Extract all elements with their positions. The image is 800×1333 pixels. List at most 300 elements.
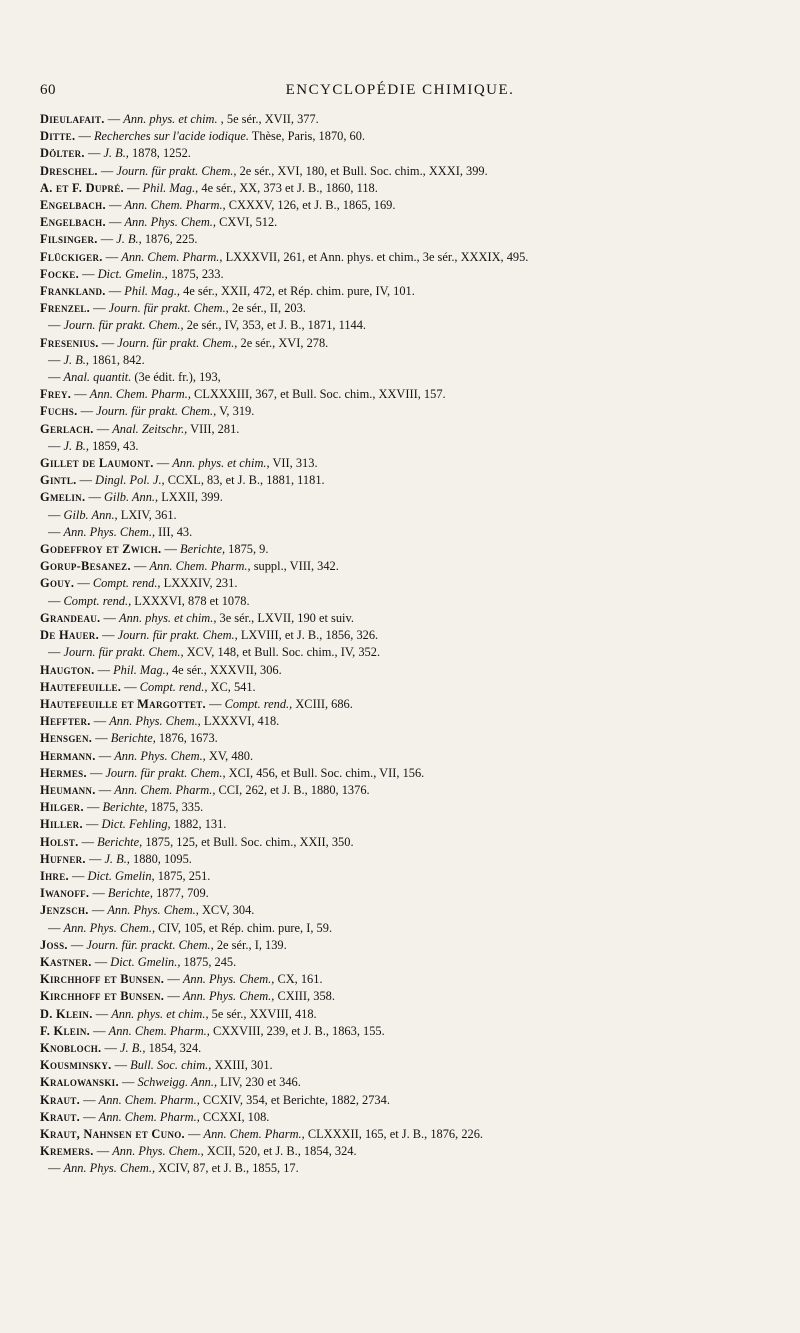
entry-reference: XXIII, 301.: [211, 1058, 273, 1073]
bibliography-entry: [40, 524, 800, 541]
entry-journal: Ann. Chem. Pharm.,: [98, 1109, 200, 1124]
entry-journal: Ann. Phys. Chem.,: [114, 748, 206, 763]
entry-separator: —: [121, 679, 140, 694]
entry-separator: —: [95, 782, 115, 797]
entry-separator: —: [80, 1092, 99, 1107]
bibliography-entry: [40, 1040, 800, 1057]
entry-reference: LXVIII, et J. B., 1856, 326.: [237, 628, 379, 643]
entry-reference: LXIV, 361.: [117, 507, 177, 522]
entry-separator: —: [94, 662, 114, 677]
entry-journal: Ann. Chem. Pharm.,: [203, 1126, 305, 1141]
entry-journal: J. B.,: [103, 146, 129, 161]
entry-separator: —: [78, 266, 98, 281]
entry-reference: CCXIV, 354, et Berichte, 1882, 2734.: [199, 1092, 390, 1107]
bibliography-entry: [40, 1143, 800, 1160]
entry-author: Kousminsky.: [40, 1058, 112, 1073]
entry-reference: 1859, 43.: [88, 438, 139, 453]
entry-separator: —: [97, 232, 117, 247]
entry-separator: —: [68, 868, 88, 883]
bibliography-entry: [40, 163, 800, 180]
entry-reference: 1875, 125, et Bull. Soc. chim., XXII, 350.: [142, 834, 354, 849]
entry-separator: —: [85, 851, 105, 866]
bibliography-entry: [40, 765, 800, 782]
entry-journal: Bull. Soc. chim.,: [130, 1058, 212, 1073]
bibliography-entry: [40, 834, 800, 851]
entry-reference: CCI, 262, et J. B., 1880, 1376.: [215, 782, 370, 797]
bibliography-entry: [40, 748, 800, 765]
entry-reference: CLXXXII, 165, et J. B., 1876, 226.: [304, 1126, 483, 1141]
entry-journal: Ann. phys. et chim.,: [172, 456, 270, 471]
entry-journal: Anal. Zeitschr.,: [112, 421, 188, 436]
bibliography-entry: [40, 352, 800, 369]
entry-author: Kraut.: [40, 1109, 81, 1124]
entry-reference: CXXVIII, 239, et J. B., 1863, 155.: [209, 1023, 385, 1038]
entry-separator: —: [118, 1075, 138, 1090]
entry-reference: CIV, 105, et Rép. chim. pure, I, 59.: [155, 920, 333, 935]
entry-author: Knobloch.: [40, 1040, 102, 1055]
entry-journal: Journ. für prakt. Chem.,: [63, 645, 184, 660]
entry-reference: 1876, 225.: [141, 232, 198, 247]
entry-author: Gmelin.: [40, 490, 86, 505]
entry-separator: —: [184, 1126, 204, 1141]
entry-reference: 4e sér., XXII, 472, et Rép. chim. pure, IV, 101.: [180, 284, 415, 299]
bibliography-entry: [40, 231, 800, 248]
bibliography-list: [40, 111, 800, 1178]
bibliography-entry: [40, 421, 800, 438]
entry-author: Kirchhoff et Bunsen.: [40, 972, 165, 987]
entry-reference: 1878, 1252.: [128, 146, 191, 161]
entry-journal: Berichte,: [102, 800, 148, 815]
bibliography-entry: [40, 971, 800, 988]
entry-journal: Ann. Phys. Chem.,: [107, 903, 199, 918]
entry-journal: Compt. rend.,: [92, 576, 161, 591]
entry-reference: XCIV, 87, et J. B., 1855, 17.: [155, 1161, 299, 1176]
entry-author: Hensgen.: [40, 731, 93, 746]
entry-journal: Berichte,: [180, 542, 226, 557]
entry-journal: Journ. für prakt. Chem.,: [117, 335, 238, 350]
bibliography-entry: [40, 868, 800, 885]
entry-author: Gerlach.: [40, 421, 94, 436]
bibliography-entry: [40, 1092, 800, 1109]
entry-author: Joss.: [40, 937, 68, 952]
bibliography-entry: [40, 851, 800, 868]
entry-separator: —: [105, 284, 125, 299]
entry-journal: Journ. für prakt. Chem.,: [96, 404, 217, 419]
entry-reference: XCV, 148, et Bull. Soc. chim., IV, 352.: [183, 645, 381, 660]
bibliography-entry: [40, 317, 800, 334]
entry-journal: Ann. phys. et chim.: [123, 112, 218, 126]
entry-reference: XCIII, 686.: [292, 696, 353, 711]
bibliography-entry: [40, 1023, 800, 1040]
bibliography-entry: [40, 403, 800, 420]
entry-reference: (3e édit. fr.), 193,: [131, 370, 221, 385]
entry-author: Dieulafait.: [40, 112, 105, 126]
entry-separator: —: [89, 886, 108, 901]
entry-author: De Hauer.: [40, 628, 99, 643]
entry-journal: Journ. für prakt. Chem.,: [116, 163, 237, 178]
entry-author: Fuchs.: [40, 404, 78, 419]
entry-journal: Ann. Chem. Pharm.,: [98, 1092, 200, 1107]
entry-reference: 2e sér., II, 203.: [228, 301, 306, 316]
entry-journal: Ann. Phys. Chem.,: [112, 1144, 204, 1159]
entry-journal: J. B.,: [104, 851, 130, 866]
entry-separator: —: [82, 817, 102, 832]
entry-journal: Ann. Chem. Pharm.,: [89, 387, 191, 402]
bibliography-entry: [40, 1006, 800, 1023]
entry-reference: LIV, 230 et 346.: [217, 1075, 301, 1090]
entry-separator: —: [105, 215, 125, 230]
entry-journal: Journ. für prakt. Chem.,: [63, 318, 184, 333]
entry-reference: Thèse, Paris, 1870, 60.: [248, 129, 366, 144]
bibliography-entry: [40, 1057, 800, 1074]
entry-author: Filsinger.: [40, 232, 98, 247]
entry-separator: —: [205, 696, 225, 711]
entry-separator: —: [92, 1006, 112, 1021]
entry-author: Dölter.: [40, 146, 85, 161]
entry-author: Grandeau.: [40, 610, 101, 625]
entry-separator: —: [90, 714, 110, 729]
entry-reference: VII, 313.: [269, 456, 318, 471]
entry-separator: —: [164, 989, 183, 1004]
entry-reference: XCV, 304.: [198, 903, 255, 918]
entry-journal: Journ. für prakt. Chem.,: [117, 628, 238, 643]
bibliography-entry: [40, 988, 800, 1005]
entry-author: Frey.: [40, 387, 72, 402]
bibliography-entry: [40, 1126, 800, 1143]
entry-separator: —: [80, 1109, 99, 1124]
entry-author: Ditte.: [40, 129, 76, 144]
entry-journal: Compt. rend.,: [63, 593, 132, 608]
bibliography-entry: [40, 593, 800, 610]
entry-journal: Dict. Gmelin,: [87, 868, 155, 883]
bibliography-entry: [40, 1160, 800, 1177]
entry-separator: —: [77, 404, 97, 419]
bibliography-entry: [40, 954, 800, 971]
entry-journal: Ann. Chem. Pharm.,: [149, 559, 251, 574]
running-title: ENCYCLOPÉDIE CHIMIQUE.: [285, 82, 515, 98]
entry-journal: J. B.,: [120, 1040, 146, 1055]
entry-author: Focke.: [40, 266, 79, 281]
entry-reference: 1875, 251.: [154, 868, 211, 883]
entry-reference: 1880, 1095.: [129, 851, 192, 866]
entry-journal: Ann. Phys. Chem.,: [109, 714, 201, 729]
entry-reference: CLXXXIII, 367, et Bull. Soc. chim., XXVIII, 157.: [190, 387, 446, 402]
entry-author: Engelbach.: [40, 198, 106, 213]
entry-reference: LXXXVII, 261, et Ann. phys. et chim., 3e sér., XXXIX, 495.: [222, 249, 529, 264]
entry-author: Hermann.: [40, 748, 96, 763]
entry-author: Hilger.: [40, 800, 84, 815]
entry-reference: CXVI, 512.: [216, 215, 278, 230]
entry-reference: LXXXVI, 418.: [200, 714, 280, 729]
bibliography-entry: [40, 455, 800, 472]
bibliography-entry: [40, 249, 800, 266]
entry-separator: —: [105, 198, 125, 213]
entry-separator: —: [74, 576, 93, 591]
entry-separator: —: [123, 180, 143, 195]
bibliography-entry: [40, 696, 800, 713]
bibliography-entry: [40, 438, 800, 455]
entry-reference: 2e sér., XVI, 180, et Bull. Soc. chim., XXXI, 399.: [236, 163, 488, 178]
entry-author: Hufner.: [40, 851, 86, 866]
entry-reference: LXXXIV, 231.: [160, 576, 238, 591]
entry-reference: XCI, 456, et Bull. Soc. chim., VII, 156.: [225, 765, 425, 780]
entry-journal: Ann. Chem. Pharm.,: [121, 249, 223, 264]
entry-separator: —: [93, 421, 113, 436]
entry-separator: —: [130, 559, 150, 574]
bibliography-entry: [40, 507, 800, 524]
entry-journal: Compt. rend.,: [224, 696, 293, 711]
entry-separator: —: [90, 301, 109, 316]
bibliography-entry: [40, 266, 800, 283]
bibliography-entry: [40, 799, 800, 816]
entry-reference: 1875, 9.: [225, 542, 269, 557]
entry-journal: J. B.,: [63, 352, 89, 367]
entry-separator: —: [98, 335, 118, 350]
entry-author: Hermes.: [40, 765, 87, 780]
entry-separator: —: [48, 645, 64, 660]
entry-reference: 1876, 1673.: [155, 731, 218, 746]
entry-reference: 1875, 245.: [180, 954, 237, 969]
entry-author: Heffter.: [40, 714, 91, 729]
entry-journal: Ann. Chem. Pharm.,: [108, 1023, 210, 1038]
entry-author: Jenzsch.: [40, 903, 89, 918]
entry-separator: —: [100, 610, 120, 625]
entry-author: Gillet de Laumont.: [40, 456, 154, 471]
bibliography-entry: [40, 335, 800, 352]
bibliography-entry: [40, 902, 800, 919]
entry-separator: —: [48, 524, 64, 539]
bibliography-entry: [40, 644, 800, 661]
entry-reference: 1875, 233.: [167, 266, 224, 281]
entry-reference: LXXXVI, 878 et 1078.: [131, 593, 250, 608]
entry-reference: 5e sér., XXVIII, 418.: [208, 1006, 317, 1021]
entry-journal: Journ. für. prackt. Chem.,: [86, 937, 214, 952]
entry-journal: Ann. Phys. Chem.,: [63, 1161, 156, 1176]
page-header: [0, 82, 800, 104]
entry-separator: —: [86, 765, 106, 780]
entry-separator: —: [90, 1023, 109, 1038]
entry-author: Kraut, Nahnsen et Cuno.: [40, 1126, 185, 1141]
entry-separator: —: [85, 490, 104, 505]
entry-reference: 1854, 324.: [145, 1040, 202, 1055]
entry-journal: Phil. Mag.,: [124, 284, 181, 299]
entry-journal: Journ. für prakt. Chem.,: [105, 765, 226, 780]
entry-reference: 2e sér., XVI, 278.: [237, 335, 329, 350]
entry-separator: —: [48, 370, 64, 385]
entry-journal: J. B.,: [116, 232, 142, 247]
entry-journal: Schweigg. Ann.,: [137, 1075, 218, 1090]
entry-reference: 2e sér., IV, 353, et J. B., 1871, 1144.: [183, 318, 367, 333]
entry-reference: XCII, 520, et J. B., 1854, 324.: [203, 1144, 357, 1159]
bibliography-entry: [40, 730, 800, 747]
bibliography-entry: [40, 300, 800, 317]
bibliography-entry: [40, 662, 800, 679]
entry-separator: —: [164, 972, 183, 987]
entry-author: F. Klein.: [40, 1023, 91, 1038]
entry-author: Engelbach.: [40, 215, 106, 230]
entry-journal: Phil. Mag.,: [113, 662, 169, 677]
entry-separator: —: [84, 146, 104, 161]
entry-author: Kraut.: [40, 1092, 81, 1107]
entry-author: Gorup-Besanez.: [40, 559, 131, 574]
entry-separator: —: [91, 954, 111, 969]
entry-journal: Dict. Gmelin.,: [97, 266, 168, 281]
bibliography-entry: [40, 369, 800, 386]
entry-journal: Ann. Chem. Pharm.,: [124, 198, 226, 213]
entry-reference: V, 319.: [216, 404, 255, 419]
entry-reference: 4e sér., XX, 373 et J. B., 1860, 118.: [198, 180, 378, 195]
entry-author: Heumann.: [40, 782, 96, 797]
entry-author: Godeffroy et Zwich.: [40, 542, 162, 557]
entry-reference: 1877, 709.: [153, 886, 209, 901]
entry-journal: Ann. phys. et chim.,: [111, 1006, 209, 1021]
entry-reference: CCXXI, 108.: [199, 1109, 270, 1124]
entry-reference: 1861, 842.: [88, 352, 145, 367]
entry-author: Frenzel.: [40, 301, 91, 316]
bibliography-entry: [40, 937, 800, 954]
entry-journal: Recherches sur l'acide iodique.: [93, 129, 249, 144]
bibliography-entry: [40, 885, 800, 902]
bibliography-entry: [40, 111, 800, 128]
entry-separator: —: [92, 731, 111, 746]
page-number: 60: [40, 82, 56, 98]
bibliography-entry: [40, 575, 800, 592]
bibliography-entry: [40, 713, 800, 730]
entry-reference: CCXL, 83, et J. B., 1881, 1181.: [164, 473, 325, 488]
entry-separator: —: [93, 1144, 113, 1159]
entry-journal: Ann. Phys. Chem.,: [63, 524, 156, 539]
entry-separator: —: [76, 473, 96, 488]
entry-journal: Dict. Gmelin.,: [110, 954, 181, 969]
entry-journal: Ann. Phys. Chem.,: [182, 989, 275, 1004]
entry-reference: III, 43.: [155, 524, 193, 539]
entry-author: Holst.: [40, 834, 79, 849]
entry-reference: 4e sér., XXXVII, 306.: [168, 662, 282, 677]
entry-separator: —: [88, 903, 108, 918]
bibliography-entry: [40, 610, 800, 627]
entry-separator: —: [153, 456, 173, 471]
bibliography-entry: [40, 541, 800, 558]
bibliography-entry: [40, 386, 800, 403]
entry-author: Hautefeuille.: [40, 679, 122, 694]
bibliography-entry: [40, 1074, 800, 1091]
entry-author: Flückiger.: [40, 249, 103, 264]
bibliography-entry: [40, 920, 800, 937]
bibliography-entry: [40, 782, 800, 799]
entry-reference: CXXXV, 126, et J. B., 1865, 169.: [225, 198, 396, 213]
entry-separator: —: [83, 800, 103, 815]
entry-separator: —: [48, 318, 64, 333]
entry-journal: Ann. Phys. Chem.,: [182, 972, 275, 987]
entry-separator: —: [99, 628, 118, 643]
bibliography-entry: [40, 145, 800, 162]
entry-author: Hautefeuille et Margottet.: [40, 696, 206, 711]
entry-author: Hiller.: [40, 817, 83, 832]
bibliography-entry: [40, 627, 800, 644]
bibliography-entry: [40, 816, 800, 833]
entry-separator: —: [48, 507, 64, 522]
entry-journal: Berichte,: [110, 731, 156, 746]
entry-separator: —: [48, 352, 64, 367]
bibliography-entry: [40, 128, 800, 145]
bibliography-entry: [40, 679, 800, 696]
entry-separator: —: [102, 249, 122, 264]
entry-separator: —: [48, 593, 64, 608]
entry-journal: Ann. Phys. Chem.,: [124, 215, 217, 230]
entry-separator: —: [101, 1040, 121, 1055]
entry-author: Haugton.: [40, 662, 95, 677]
entry-reference: CXIII, 358.: [274, 989, 335, 1004]
entry-reference: suppl., VIII, 342.: [250, 559, 339, 574]
entry-author: Kremers.: [40, 1144, 94, 1159]
entry-journal: Berichte,: [97, 834, 143, 849]
entry-separator: —: [75, 129, 94, 144]
bibliography-entry: [40, 283, 800, 300]
entry-journal: Dict. Fehling,: [101, 817, 171, 832]
entry-reference: XC, 541.: [207, 679, 256, 694]
entry-author: Gintl.: [40, 473, 77, 488]
entry-separator: —: [67, 937, 87, 952]
bibliography-entry: [40, 180, 800, 197]
entry-author: Frankland.: [40, 284, 106, 299]
entry-journal: Ann. phys. et chim.,: [119, 610, 217, 625]
entry-separator: —: [104, 112, 124, 126]
entry-reference: 1882, 131.: [170, 817, 227, 832]
entry-reference: 1875, 335.: [147, 800, 204, 815]
entry-author: Gouy.: [40, 576, 75, 591]
entry-author: Fresenius.: [40, 335, 99, 350]
entry-journal: Phil. Mag.,: [142, 180, 199, 195]
entry-separator: —: [71, 387, 90, 402]
entry-separator: —: [48, 438, 64, 453]
entry-author: Ihre.: [40, 868, 69, 883]
entry-journal: Compt. rend.,: [139, 679, 208, 694]
entry-journal: Ann. Chem. Pharm.,: [114, 782, 216, 797]
entry-reference: 3e sér., LXVII, 190 et suiv.: [216, 610, 354, 625]
entry-reference: , 5e sér., XVII, 377.: [217, 112, 319, 126]
entry-separator: —: [97, 163, 117, 178]
entry-reference: LXXII, 399.: [158, 490, 223, 505]
entry-separator: —: [161, 542, 180, 557]
bibliography-entry: [40, 472, 800, 489]
bibliography-entry: [40, 214, 800, 231]
entry-author: Kralowanski.: [40, 1075, 119, 1090]
entry-separator: —: [48, 920, 64, 935]
entry-reference: XV, 480.: [205, 748, 254, 763]
bibliography-entry: [40, 489, 800, 506]
entry-journal: Ann. Phys. Chem.,: [63, 920, 156, 935]
entry-author: A. et F. Dupré.: [40, 180, 124, 195]
entry-separator: —: [78, 834, 98, 849]
entry-author: Dreschel.: [40, 163, 98, 178]
entry-journal: Berichte,: [107, 886, 153, 901]
bibliography-entry: [40, 197, 800, 214]
entry-journal: J. B.,: [63, 438, 89, 453]
bibliography-entry: [40, 558, 800, 575]
entry-reference: VIII, 281.: [187, 421, 240, 436]
entry-journal: Anal. quantit.: [63, 370, 132, 385]
entry-author: Kastner.: [40, 954, 92, 969]
entry-separator: —: [111, 1058, 131, 1073]
entry-reference: 2e sér., I, 139.: [213, 937, 287, 952]
bibliography-entry: [40, 1109, 800, 1126]
entry-journal: Gilb. Ann.,: [63, 507, 118, 522]
entry-journal: Journ. für prakt. Chem.,: [108, 301, 229, 316]
entry-author: Kirchhoff et Bunsen.: [40, 989, 165, 1004]
entry-author: Iwanoff.: [40, 886, 90, 901]
entry-reference: CX, 161.: [274, 972, 323, 987]
entry-separator: —: [48, 1161, 64, 1176]
